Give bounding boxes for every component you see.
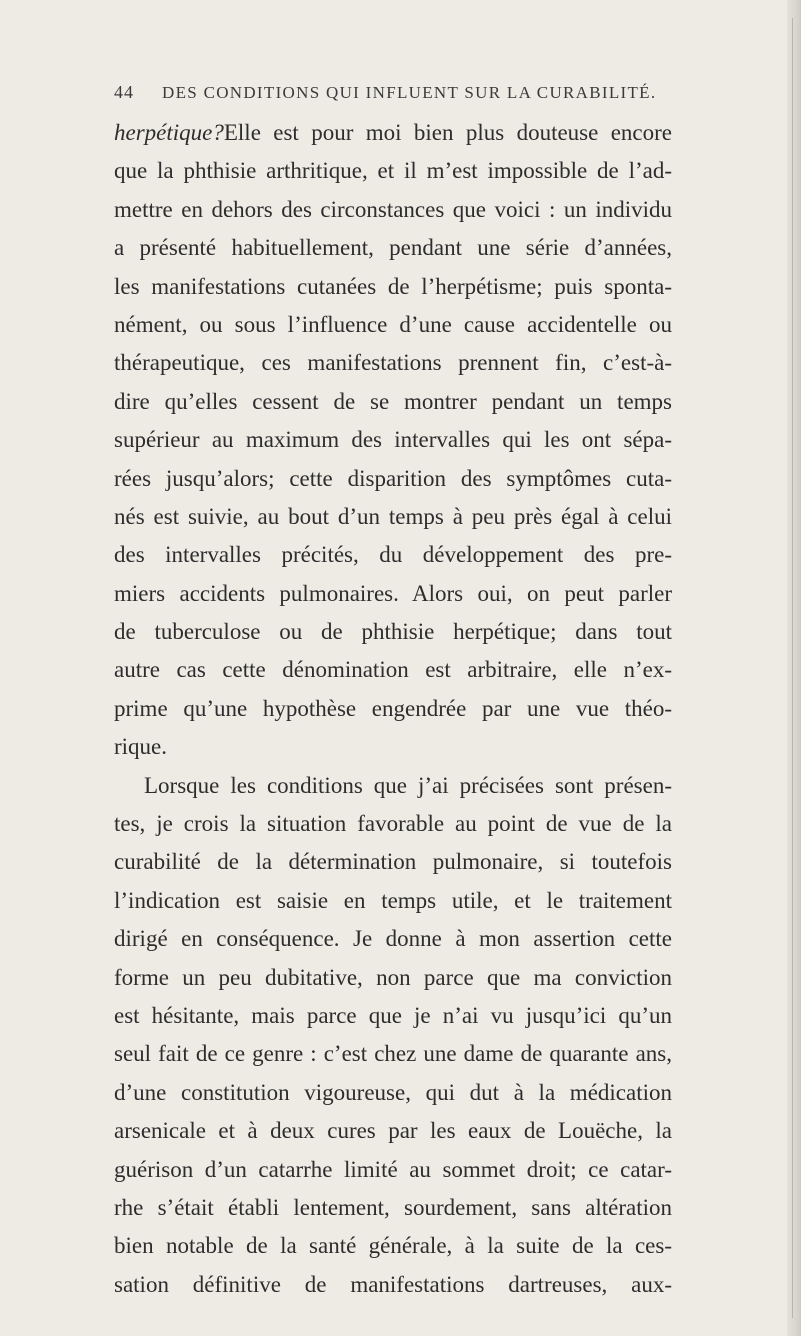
text-line: forme un peu dubitative, non parce que ma conviction bbox=[114, 964, 672, 990]
text-line: thérapeutique, ces manifestations prennent fin, c’est-à- bbox=[114, 350, 672, 376]
text-line: prime qu’une hypothèse engendrée par une vue théo- bbox=[114, 695, 672, 721]
text-line: l’indication est saisie en temps utile, et le traitement bbox=[114, 887, 672, 913]
text-line: arsenicale et à deux cures par les eaux de Louëche, la bbox=[114, 1118, 672, 1144]
text-line: d’une constitution vigoureuse, qui dut à la médication bbox=[114, 1079, 672, 1105]
text-line: des intervalles précités, du développement des pre- bbox=[114, 542, 672, 568]
running-head: DES CONDITIONS QUI INFLUENT SUR LA CURABILITÉ. bbox=[162, 83, 657, 102]
text-line: miers accidents pulmonaires. Alors oui, on peut parler bbox=[114, 580, 672, 606]
text-line-rest: Elle est pour moi bien plus douteuse encore bbox=[223, 120, 672, 145]
text-line: a présenté habituellement, pendant une série d’années, bbox=[114, 235, 672, 261]
text-line: que la phthisie arthritique, et il m’est impossible de l’ad- bbox=[114, 158, 672, 184]
text-line: rique. bbox=[114, 734, 168, 760]
text-line: nés est suivie, au bout d’un temps à peu près égal à celui bbox=[114, 503, 672, 529]
text-line bbox=[114, 114, 672, 152]
text-line: bien notable de la santé générale, à la suite de la ces- bbox=[114, 1233, 672, 1259]
text-line: les manifestations cutanées de l’herpétisme; puis sponta- bbox=[114, 273, 672, 299]
text-line: autre cas cette dénomination est arbitraire, elle n’ex- bbox=[114, 657, 672, 683]
text-line: supérieur au maximum des intervalles qui les ont sépa- bbox=[114, 427, 672, 453]
text-line: nément, ou sous l’influence d’une cause accidentelle ou bbox=[114, 311, 672, 337]
page-edge-line bbox=[792, 18, 793, 1318]
text-line: de tuberculose ou de phthisie herpétique; dans tout bbox=[114, 619, 672, 645]
text-line: tes, je crois la situation favorable au point de vue de la bbox=[114, 811, 672, 837]
page-edge-shadow bbox=[787, 0, 801, 1336]
text-line: dire qu’elles cessent de se montrer pendant un temps bbox=[114, 388, 672, 414]
text-line: Lorsque les conditions que j’ai précisées sont présen- bbox=[144, 772, 672, 798]
page-header bbox=[114, 82, 674, 106]
text-line: seul fait de ce genre : c’est chez une dame de quarante ans, bbox=[114, 1041, 672, 1067]
italic-word: herpétique? bbox=[114, 120, 224, 145]
text-line: rhe s’était établi lentement, sourdement, sans altération bbox=[114, 1194, 672, 1220]
text-line: guérison d’un catarrhe limité au sommet droit; ce catar- bbox=[114, 1156, 672, 1182]
text-line: curabilité de la détermination pulmonaire, si toutefois bbox=[114, 849, 672, 875]
page-number: 44 bbox=[114, 82, 134, 102]
text-line: dirigé en conséquence. Je donne à mon assertion cette bbox=[114, 926, 672, 952]
text-line: sation définitive de manifestations dartreuses, aux- bbox=[114, 1271, 672, 1297]
text-line: mettre en dehors des circonstances que voici : un individu bbox=[114, 196, 672, 222]
text-line: rées jusqu’alors; cette disparition des symptômes cuta- bbox=[114, 465, 672, 491]
body-text bbox=[114, 114, 672, 1304]
text-line: est hésitante, mais parce que je n’ai vu jusqu’ici qu’un bbox=[114, 1002, 672, 1028]
